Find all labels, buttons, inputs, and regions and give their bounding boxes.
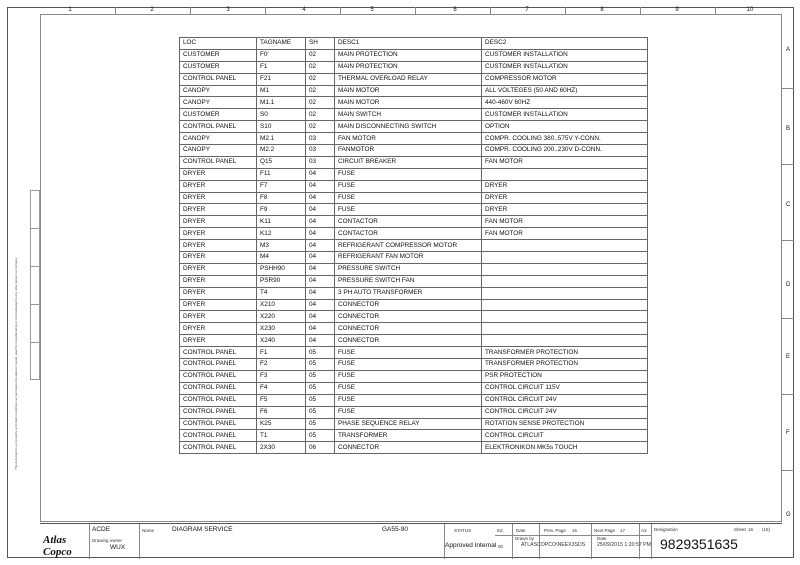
cell-desc2: FAN MOTOR — [482, 216, 648, 228]
cell-tagname: F9 — [257, 204, 306, 216]
cell-sh: 03 — [306, 133, 335, 145]
column-number: 8 — [600, 7, 604, 13]
column-number: 10 — [746, 7, 754, 13]
cell-sh: 05 — [306, 406, 335, 418]
binding-margin-divider — [30, 228, 40, 229]
row-tick — [782, 318, 794, 319]
cell-desc1: FUSE — [335, 370, 482, 382]
table-row — [180, 204, 648, 216]
cell-loc: CONTROL PANEL — [180, 73, 257, 85]
drawn-by-area — [513, 535, 652, 559]
header-tagname: TAGNAME — [257, 38, 306, 50]
cell-desc1: CONTACTOR — [335, 216, 482, 228]
cell-desc1: MAIN PROTECTION — [335, 49, 482, 61]
cell-desc1: FUSE — [335, 359, 482, 371]
cell-tagname: M4 — [257, 252, 306, 264]
cell-sh: 04 — [306, 240, 335, 252]
cell-loc: DRYER — [180, 180, 257, 192]
cell-tagname: F7 — [257, 180, 306, 192]
table-row — [180, 382, 648, 394]
cell-tagname: T4 — [257, 287, 306, 299]
cell-sh: 04 — [306, 311, 335, 323]
cell-tagname: F5 — [257, 394, 306, 406]
cell-tagname: F11 — [257, 168, 306, 180]
cell-tagname: PSHH90 — [257, 263, 306, 275]
cell-tagname: Q15 — [257, 156, 306, 168]
table-row — [180, 359, 648, 371]
table-row — [180, 347, 648, 359]
cell-desc1: TRANSFORMER — [335, 430, 482, 442]
cell-desc1: PRESSURE SWITCH FAN — [335, 275, 482, 287]
cell-sh: 02 — [306, 97, 335, 109]
cell-loc: CONTROL PANEL — [180, 347, 257, 359]
cell-desc2: FAN MOTOR — [482, 228, 648, 240]
table-row — [180, 299, 648, 311]
cell-desc1: MAIN MOTOR — [335, 97, 482, 109]
cell-desc1: CONNECTOR — [335, 442, 482, 454]
cell-desc1: CONNECTOR — [335, 311, 482, 323]
cell-sh: 04 — [306, 180, 335, 192]
cell-loc: DRYER — [180, 168, 257, 180]
drawing-owner-label: Drawing owner — [92, 538, 123, 543]
cell-loc: CONTROL PANEL — [180, 156, 257, 168]
cell-desc2: DRYER — [482, 192, 648, 204]
cell-loc: DRYER — [180, 216, 257, 228]
cell-desc1: CONNECTOR — [335, 323, 482, 335]
column-number: 5 — [370, 7, 374, 13]
cell-sh: 05 — [306, 382, 335, 394]
cell-sh: 04 — [306, 299, 335, 311]
column-tick — [265, 7, 266, 14]
cell-tagname: K12 — [257, 228, 306, 240]
next-page-value: 17 — [620, 528, 626, 533]
cell-loc: CONTROL PANEL — [180, 370, 257, 382]
table-row — [180, 180, 648, 192]
drawing-owner: WUX — [110, 544, 126, 551]
column-tick — [415, 7, 416, 14]
cell-desc1: MAIN PROTECTION — [335, 61, 482, 73]
table-row — [180, 311, 648, 323]
cell-desc1: MAIN SWITCH — [335, 109, 482, 121]
designation-number: 9829351635 — [660, 536, 738, 552]
cell-desc1: CONTACTOR — [335, 228, 482, 240]
sheet-size: A3 — [641, 528, 647, 533]
table-row — [180, 156, 648, 168]
cell-desc2: TRANSFORMER PROTECTION — [482, 359, 648, 371]
cell-loc: DRYER — [180, 192, 257, 204]
cell-sh: 04 — [306, 204, 335, 216]
cell-desc2: CONTROL CIRCUIT 24V — [482, 394, 648, 406]
table-row — [180, 240, 648, 252]
cell-tagname: X230 — [257, 323, 306, 335]
cell-tagname: X240 — [257, 335, 306, 347]
cell-desc2 — [482, 240, 648, 252]
cell-tagname: F2 — [257, 359, 306, 371]
owner-cell — [90, 524, 140, 559]
logo-cell — [40, 524, 90, 559]
cell-tagname: K25 — [257, 418, 306, 430]
cell-desc2: DRYER — [482, 180, 648, 192]
cell-loc: CANOPY — [180, 133, 257, 145]
next-page-label: Next Page — [594, 528, 616, 533]
column-number: 9 — [675, 7, 679, 13]
column-tick — [715, 7, 716, 14]
table-row — [180, 418, 648, 430]
table-row — [180, 287, 648, 299]
cell-desc2: CUSTOMER INSTALLATION — [482, 109, 648, 121]
cell-loc: CONTROL PANEL — [180, 418, 257, 430]
cell-desc1: FUSE — [335, 406, 482, 418]
column-tick — [115, 7, 116, 14]
row-letter: A — [786, 47, 791, 53]
cell-sh: 04 — [306, 323, 335, 335]
cell-tagname: S10 — [257, 121, 306, 133]
row-tick — [782, 164, 794, 165]
header-desc2: DESC2 — [482, 38, 648, 50]
row-tick — [782, 470, 794, 471]
cell-desc2: CONTROL CIRCUIT — [482, 430, 648, 442]
cell-tagname: F1 — [257, 347, 306, 359]
cell-loc: CANOPY — [180, 85, 257, 97]
header-loc: LOC — [180, 38, 257, 50]
table-row — [180, 121, 648, 133]
edition-label: Ed. — [497, 528, 504, 533]
table-row — [180, 192, 648, 204]
cell-loc: CONTROL PANEL — [180, 359, 257, 371]
cell-tagname: T1 — [257, 430, 306, 442]
cell-desc1: REFRIGERANT FAN MOTOR — [335, 252, 482, 264]
table-row — [180, 168, 648, 180]
cell-desc2 — [482, 311, 648, 323]
table-row — [180, 323, 648, 335]
table-row — [180, 216, 648, 228]
cell-sh: 04 — [306, 287, 335, 299]
column-tick — [490, 7, 491, 14]
edition-cell — [495, 524, 513, 559]
cell-desc1: CIRCUIT BREAKER — [335, 156, 482, 168]
table-row — [180, 85, 648, 97]
cell-tagname: M1.1 — [257, 97, 306, 109]
prev-page-label: Prev. Page — [544, 528, 566, 533]
cell-loc: DRYER — [180, 228, 257, 240]
column-number: 1 — [68, 7, 72, 13]
cell-tagname: M2.1 — [257, 133, 306, 145]
row-letter: F — [786, 430, 790, 436]
cell-desc2: TRANSFORMER PROTECTION — [482, 347, 648, 359]
status-value: Approved Internal — [445, 542, 497, 549]
sheet-label: Sheet — [734, 527, 746, 532]
name-cell — [140, 524, 445, 559]
cell-tagname: K11 — [257, 216, 306, 228]
name-label: Name — [142, 528, 155, 533]
table-row — [180, 97, 648, 109]
cell-tagname: F4 — [257, 382, 306, 394]
cell-desc1: FANMOTOR — [335, 145, 482, 157]
title-block — [40, 523, 782, 559]
binding-margin-box — [30, 190, 40, 380]
drawn-date-label: Date — [597, 536, 607, 541]
table-row — [180, 430, 648, 442]
cell-desc1: PRESSURE SWITCH — [335, 263, 482, 275]
cell-sh: 04 — [306, 263, 335, 275]
cell-desc1: MAIN DISCONNECTING SWITCH — [335, 121, 482, 133]
column-tick — [340, 7, 341, 14]
cell-tagname: S0 — [257, 109, 306, 121]
cell-loc: CONTROL PANEL — [180, 430, 257, 442]
table-row — [180, 406, 648, 418]
status-label: STATUS — [454, 528, 472, 533]
cell-desc2: CUSTOMER INSTALLATION — [482, 49, 648, 61]
cell-sh: 04 — [306, 275, 335, 287]
row-tick — [782, 240, 794, 241]
cell-desc1: FAN MOTOR — [335, 133, 482, 145]
column-tick — [640, 7, 641, 14]
cell-tagname: X220 — [257, 311, 306, 323]
cell-desc1: FUSE — [335, 382, 482, 394]
cell-desc2 — [482, 335, 648, 347]
cell-desc2: PSR PROTECTION — [482, 370, 648, 382]
cell-tagname: 2X30 — [257, 442, 306, 454]
cell-loc: DRYER — [180, 204, 257, 216]
cell-tagname: F3 — [257, 370, 306, 382]
cell-sh: 05 — [306, 359, 335, 371]
cell-tagname: M1 — [257, 85, 306, 97]
cell-tagname: F6 — [257, 406, 306, 418]
cell-desc1: PHASE SEQUENCE RELAY — [335, 418, 482, 430]
cell-tagname: F8 — [257, 192, 306, 204]
table-row — [180, 275, 648, 287]
designation-cell — [652, 524, 782, 559]
row-tick — [782, 88, 794, 89]
cell-sh: 04 — [306, 252, 335, 264]
date-label: Date — [516, 528, 526, 533]
cell-desc2: OPTION — [482, 121, 648, 133]
binding-margin-divider — [30, 342, 40, 343]
cell-desc2: ROTATION SENSE PROTECTION — [482, 418, 648, 430]
cell-sh: 05 — [306, 394, 335, 406]
cell-desc2: ELEKTRONIKON MK5s TOUCH — [482, 442, 648, 454]
table-row — [180, 133, 648, 145]
cell-desc1: THERMAL OVERLOAD RELAY — [335, 73, 482, 85]
drawn-date: 25/09/2015 1:20:57 PM — [597, 542, 651, 548]
cell-loc: CUSTOMER — [180, 61, 257, 73]
cell-tagname: M3 — [257, 240, 306, 252]
cell-desc2: FAN MOTOR — [482, 156, 648, 168]
cell-loc: CANOPY — [180, 97, 257, 109]
cell-loc: CONTROL PANEL — [180, 382, 257, 394]
cell-desc1: FUSE — [335, 168, 482, 180]
cell-sh: 05 — [306, 370, 335, 382]
column-number: 4 — [302, 7, 306, 13]
table-row — [180, 370, 648, 382]
header-sh: SH — [306, 38, 335, 50]
cell-desc2 — [482, 275, 648, 287]
cell-desc2 — [482, 168, 648, 180]
cell-desc2: COMPRESSOR MOTOR — [482, 73, 648, 85]
table-row — [180, 61, 648, 73]
header-desc1: DESC1 — [335, 38, 482, 50]
cell-loc: DRYER — [180, 335, 257, 347]
cell-loc: DRYER — [180, 311, 257, 323]
cell-desc1: CONNECTOR — [335, 335, 482, 347]
table-row — [180, 394, 648, 406]
cell-sh: 02 — [306, 49, 335, 61]
cell-loc: CONTROL PANEL — [180, 406, 257, 418]
row-letter: B — [786, 126, 791, 132]
column-number: 6 — [453, 7, 457, 13]
row-tick — [782, 394, 794, 395]
binding-margin-divider — [30, 266, 40, 267]
cell-loc: CONTROL PANEL — [180, 442, 257, 454]
cell-sh: 04 — [306, 168, 335, 180]
table-row — [180, 109, 648, 121]
component-list-table — [179, 37, 648, 454]
cell-loc: CUSTOMER — [180, 49, 257, 61]
acde-code: ACDE — [92, 526, 111, 533]
column-number: 2 — [150, 7, 154, 13]
cell-sh: 02 — [306, 73, 335, 85]
table-row — [180, 442, 648, 454]
cell-sh: 02 — [306, 61, 335, 73]
column-number: 3 — [226, 7, 230, 13]
cell-loc: DRYER — [180, 299, 257, 311]
cell-sh: 05 — [306, 347, 335, 359]
cell-desc2: CONTROL CIRCUIT 115V — [482, 382, 648, 394]
cell-tagname: PSR90 — [257, 275, 306, 287]
designation-label: Designation — [654, 527, 678, 532]
cell-desc1: FUSE — [335, 204, 482, 216]
cell-loc: CUSTOMER — [180, 109, 257, 121]
cell-desc2 — [482, 299, 648, 311]
cell-tagname: F21 — [257, 73, 306, 85]
cell-tagname: M2.2 — [257, 145, 306, 157]
column-number-strip — [40, 7, 782, 15]
row-letter: G — [786, 512, 791, 518]
cell-sh: 02 — [306, 109, 335, 121]
cell-desc2: COMPR. COOLING 200..230V D-CONN. — [482, 145, 648, 157]
cell-desc1: FUSE — [335, 394, 482, 406]
cell-sh: 05 — [306, 418, 335, 430]
row-letter: C — [786, 202, 791, 208]
table-row — [180, 263, 648, 275]
cell-desc1: REFRIGERANT COMPRESSOR MOTOR — [335, 240, 482, 252]
edition-value: 00 — [498, 544, 504, 549]
cell-desc1: CONNECTOR — [335, 299, 482, 311]
cell-loc: DRYER — [180, 240, 257, 252]
cell-tagname: X210 — [257, 299, 306, 311]
cell-loc: DRYER — [180, 252, 257, 264]
diagram-name: DIAGRAM SERVICE — [172, 526, 233, 533]
cell-sh: 04 — [306, 228, 335, 240]
cell-tagname: F1 — [257, 61, 306, 73]
table-row — [180, 228, 648, 240]
cell-loc: CONTROL PANEL — [180, 394, 257, 406]
cell-desc2: DRYER — [482, 204, 648, 216]
cell-loc: DRYER — [180, 275, 257, 287]
drawn-by-label: Drawn by — [515, 536, 535, 541]
sheet-total: (19) — [762, 527, 771, 532]
cell-desc2: CONTROL CIRCUIT 24V — [482, 406, 648, 418]
status-cell — [445, 524, 495, 559]
cell-desc1: FUSE — [335, 192, 482, 204]
prev-page-value: 15 — [572, 528, 578, 533]
binding-margin-divider — [30, 304, 40, 305]
cell-sh: 02 — [306, 85, 335, 97]
copyright-notice: This document is our property and shall not without our permission be altered, copied, used for manufacturing or communicated to any other person or company — [14, 257, 18, 470]
cell-sh: 04 — [306, 335, 335, 347]
row-letter: D — [786, 282, 791, 288]
cell-sh: 02 — [306, 121, 335, 133]
column-tick — [190, 7, 191, 14]
table-row — [180, 252, 648, 264]
cell-sh: 03 — [306, 156, 335, 168]
cell-desc2: COMPR. COOLING 380..575V Y-CONN. — [482, 133, 648, 145]
cell-loc: DRYER — [180, 323, 257, 335]
column-tick — [565, 7, 566, 14]
table-header-row — [180, 38, 648, 50]
cell-loc: CANOPY — [180, 145, 257, 157]
cell-sh: 04 — [306, 216, 335, 228]
cell-sh: 06 — [306, 442, 335, 454]
atlas-copco-logo: Atlas Copco — [43, 534, 72, 558]
table-row — [180, 73, 648, 85]
cell-desc2 — [482, 323, 648, 335]
cell-loc: DRYER — [180, 263, 257, 275]
table-row — [180, 145, 648, 157]
cell-desc2: ALL VOLTEGES (50 AND 60HZ) — [482, 85, 648, 97]
cell-desc1: 3 PH AUTO TRANSFORMER — [335, 287, 482, 299]
sheet-number: 16 — [748, 527, 754, 532]
column-number: 7 — [525, 7, 529, 13]
cell-desc1: FUSE — [335, 180, 482, 192]
cell-desc1: MAIN MOTOR — [335, 85, 482, 97]
cell-desc2 — [482, 263, 648, 275]
row-letter: E — [786, 354, 791, 360]
cell-sh: 05 — [306, 430, 335, 442]
cell-desc2: CUSTOMER INSTALLATION — [482, 61, 648, 73]
cell-desc2 — [482, 287, 648, 299]
cell-loc: DRYER — [180, 287, 257, 299]
cell-desc1: FUSE — [335, 347, 482, 359]
cell-tagname: F0' — [257, 49, 306, 61]
cell-sh: 04 — [306, 192, 335, 204]
cell-sh: 03 — [306, 145, 335, 157]
cell-desc2 — [482, 252, 648, 264]
table-row — [180, 335, 648, 347]
model-name: GA55-90 — [382, 526, 409, 533]
cell-loc: CONTROL PANEL — [180, 121, 257, 133]
table-row — [180, 49, 648, 61]
drawn-by: ATLASCOPCO\NEEX3SDS — [521, 542, 586, 548]
cell-desc2: 440-460V 60HZ — [482, 97, 648, 109]
